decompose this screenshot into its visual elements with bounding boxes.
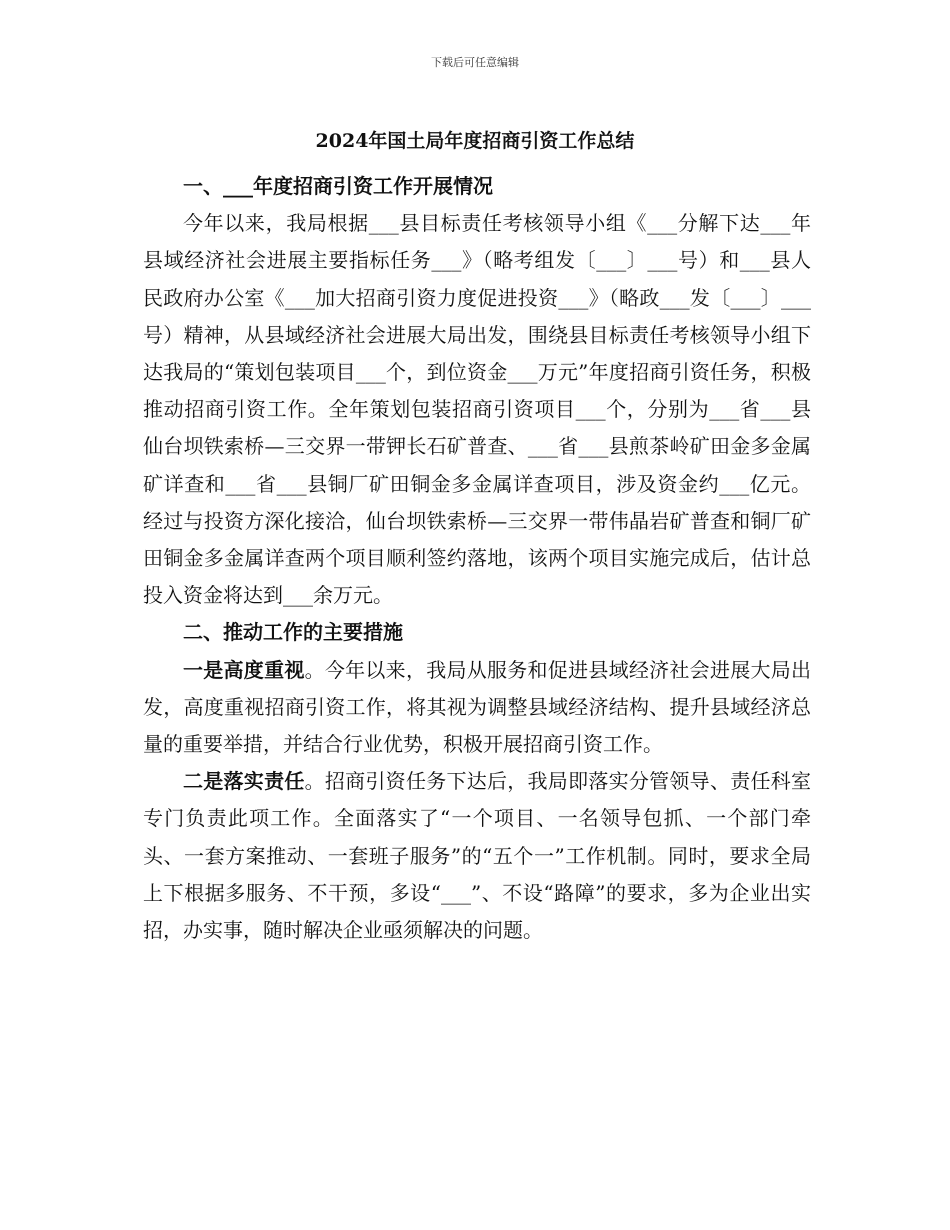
- measure2-lead: 二是落实责任: [183, 769, 305, 794]
- header-note: 下载后可任意编辑: [431, 56, 519, 69]
- document-title: 2024年国土局年度招商引资工作总结: [315, 130, 635, 152]
- section1-heading: 一、___年度招商引资工作开展情况: [183, 174, 493, 198]
- measure2-paragraph: [143, 763, 811, 949]
- measure1-paragraph: [143, 652, 811, 764]
- section1-paragraph: 今年以来，我局根据___县目标责任考核领导小组《___分解下达___年县域经济社会进展主要指标任务___》（略考组发〔___〕___号）和___县人民政府办公室《___加大招商引资力度促进投资___》（略政___发〔___〕___号）精神，从县域经济社会进展大局出发，围绕县目标责任考核领导小组下达我局的“策划包装项目___个，到位资金___万元”年度招商引资任务，积极推动招商引资工作。全年策划包装招商引资项目___个，分别为___省___县仙台坝铁索桥—三交界一带钾长石矿普查、___省___县煎茶岭矿田金多金属矿详查和___省___县铜厂矿田铜金多金属详查项目，涉及资金约___亿元。经过与投资方深化接洽，仙台坝铁索桥—三交界一带伟晶岩矿普查和铜厂矿田铜金多金属详查两个项目顺利签约落地，该两个项目实施完成后，估计总投入资金将达到___余万元。: [143, 211, 811, 608]
- measure1-lead: 一是高度重视: [183, 657, 305, 682]
- document-body: [143, 168, 811, 949]
- measure1-text: 。今年以来，我局从服务和促进县域经济社会进展大局出发，高度重视招商引资工作，将其视为调整县域经济结构、提升县域经济总量的重要举措，并结合行业优势，积极开展招商引资工作。: [143, 657, 812, 757]
- section2-heading: 二、推动工作的主要措施: [183, 620, 403, 645]
- measure2-text: 。招商引资任务下达后，我局即落实分管领导、责任科室专门负责此项工作。全面落实了“一个项目、一名领导包抓、一个部门牵头、一套方案推动、一套班子服务”的“五个一”工作机制。同时，要求全局上下根据多服务、不干预，多设“___”、不设“路障”的要求，多为企业出实招，办实事，随时解决企业亟须解决的问题。: [143, 769, 812, 943]
